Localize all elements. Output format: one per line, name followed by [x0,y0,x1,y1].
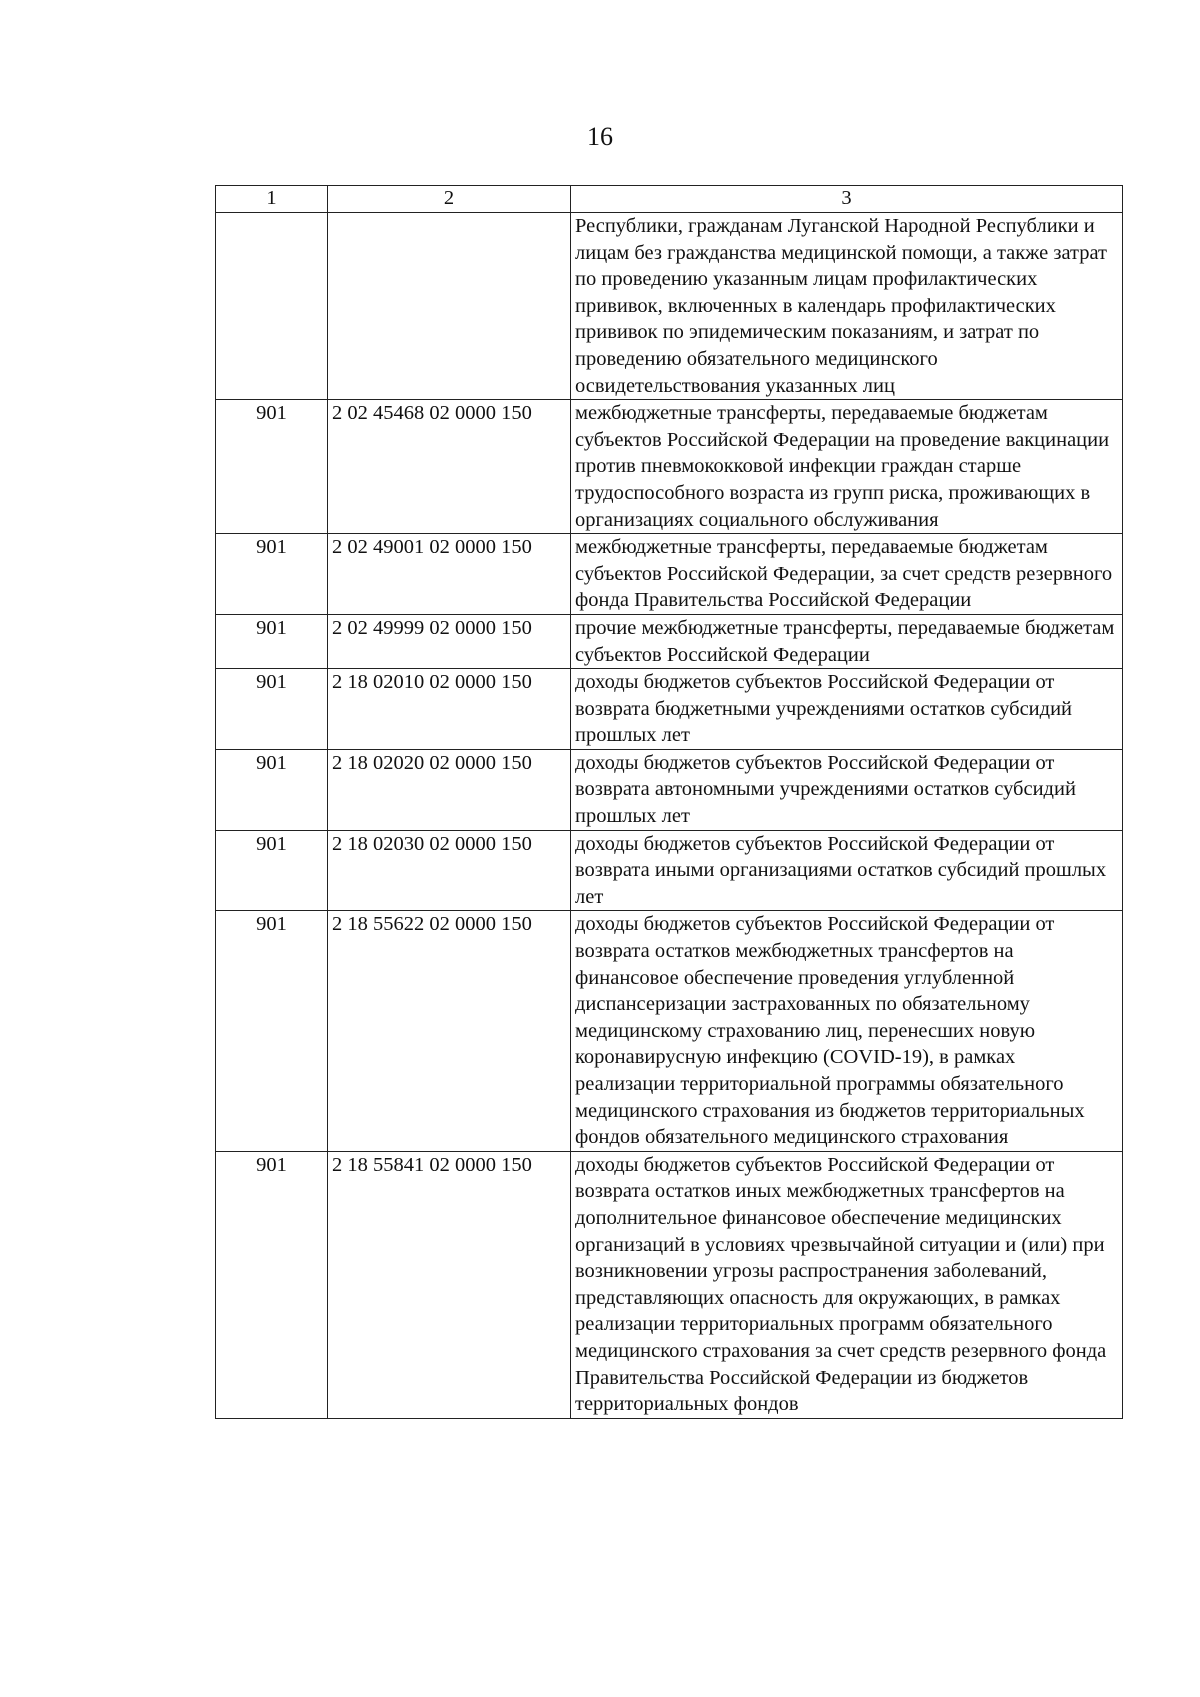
budget-revenue-table [215,185,1123,1419]
admin-code-cell: 901 [216,534,328,615]
revenue-code-cell: 2 02 45468 02 0000 150 [328,400,571,534]
admin-code-cell: 901 [216,1151,328,1418]
description-cell: межбюджетные трансферты, передаваемые бюджетам субъектов Российской Федерации на проведение вакцинации против пневмококковой инфекции граждан старше трудоспособного возраста из групп риска, проживающих в организациях социального обслуживания [571,400,1123,534]
table-row [216,830,1123,911]
table-row [216,213,1123,400]
description-cell: доходы бюджетов субъектов Российской Федерации от возврата иными организациями остатков субсидий прошлых лет [571,830,1123,911]
table-row [216,534,1123,615]
admin-code-cell: 901 [216,614,328,668]
table-row [216,669,1123,750]
table-row [216,911,1123,1151]
revenue-code-cell: 2 18 02010 02 0000 150 [328,669,571,750]
admin-code-cell: 901 [216,400,328,534]
revenue-code-cell: 2 02 49999 02 0000 150 [328,614,571,668]
description-cell: доходы бюджетов субъектов Российской Федерации от возврата остатков межбюджетных трансфертов на финансовое обеспечение проведения углубленной диспансеризации застрахованных по обязательному медицинскому страхованию лиц, перенесших новую коронавирусную инфекцию (COVID-19), в рамках реализации территориальной программы обязательного медицинского страхования из бюджетов территориальных фондов обязательного медицинского страхования [571,911,1123,1151]
revenue-code-cell: 2 18 02030 02 0000 150 [328,830,571,911]
column-header-3: 3 [571,186,1123,213]
table-row [216,749,1123,830]
revenue-code-cell: 2 18 02020 02 0000 150 [328,749,571,830]
column-header-1: 1 [216,186,328,213]
table-row [216,400,1123,534]
admin-code-cell: 901 [216,911,328,1151]
table-row [216,614,1123,668]
admin-code-cell [216,213,328,400]
table-body [216,213,1123,1419]
admin-code-cell: 901 [216,749,328,830]
description-cell: Республики, гражданам Луганской Народной Республики и лицам без гражданства медицинской помощи, а также затрат по проведению указанным лицам профилактических прививок, включенных в календарь профилактических прививок по эпидемическим показаниям, и затрат по проведению обязательного медицинского освидетельствования указанных лиц [571,213,1123,400]
page-number: 16 [587,122,613,151]
table-header [216,186,1123,213]
description-cell: доходы бюджетов субъектов Российской Федерации от возврата автономными учреждениями остатков субсидий прошлых лет [571,749,1123,830]
revenue-code-cell: 2 02 49001 02 0000 150 [328,534,571,615]
revenue-code-cell: 2 18 55622 02 0000 150 [328,911,571,1151]
admin-code-cell: 901 [216,669,328,750]
description-cell: прочие межбюджетные трансферты, передаваемые бюджетам субъектов Российской Федерации [571,614,1123,668]
header-row [216,186,1123,213]
column-header-2: 2 [328,186,571,213]
description-cell: доходы бюджетов субъектов Российской Федерации от возврата бюджетными учреждениями остатков субсидий прошлых лет [571,669,1123,750]
table-row [216,1151,1123,1418]
revenue-code-cell [328,213,571,400]
description-cell: межбюджетные трансферты, передаваемые бюджетам субъектов Российской Федерации, за счет средств резервного фонда Правительства Российской Федерации [571,534,1123,615]
description-cell: доходы бюджетов субъектов Российской Федерации от возврата остатков иных межбюджетных трансфертов на дополнительное финансовое обеспечение медицинских организаций в условиях чрезвычайной ситуации и (или) при возникновении угрозы распространения заболеваний, представляющих опасность для окружающих, в рамках реализации территориальных программ обязательного медицинского страхования за счет средств резервного фонда Правительства Российской Федерации из бюджетов территориальных фондов [571,1151,1123,1418]
revenue-code-cell: 2 18 55841 02 0000 150 [328,1151,571,1418]
admin-code-cell: 901 [216,830,328,911]
